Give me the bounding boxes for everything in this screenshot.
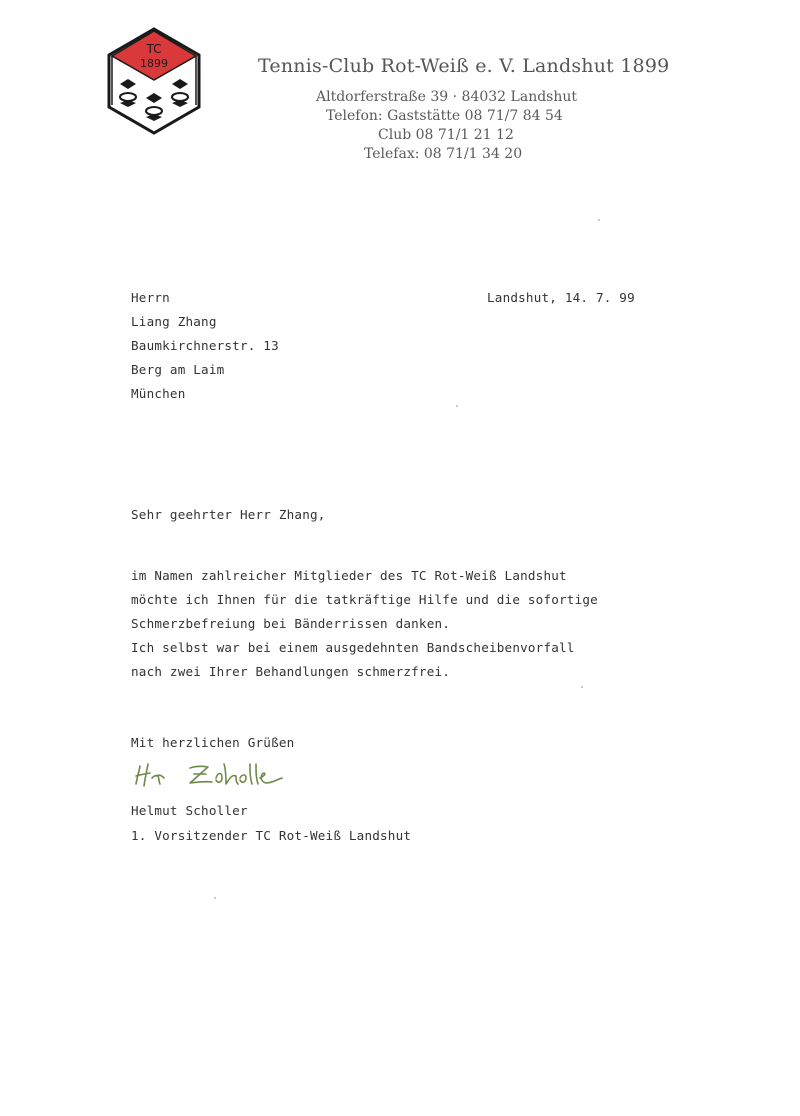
body-line: möchte ich Ihnen für die tatkräftige Hilfe und die sofortige (131, 592, 598, 607)
recipient-name: Liang Zhang (131, 314, 217, 329)
body-line: Schmerzbefreiung bei Bänderrissen danken. (131, 616, 451, 631)
body-line: Ich selbst war bei einem ausgedehnten Bandscheibenvorfall (131, 640, 575, 655)
scan-speck (214, 897, 216, 899)
club-name: Tennis-Club Rot-Weiß e. V. Landshut 1899 (258, 55, 670, 77)
scan-speck (581, 686, 583, 688)
scan-speck (456, 405, 458, 407)
recipient-district: Berg am Laim (131, 362, 225, 377)
signer-title: 1. Vorsitzender TC Rot-Weiß Landshut (131, 828, 412, 843)
logo-tc-text: TC (146, 42, 162, 56)
club-logo-icon (106, 27, 202, 135)
letter-date: Landshut, 14. 7. 99 (487, 290, 635, 305)
body-line: im Namen zahlreicher Mitglieder des TC Rot-Weiß Landshut (131, 568, 567, 583)
letter-closing: Mit herzlichen Grüßen (131, 735, 295, 750)
scan-speck (598, 219, 600, 221)
signer-name: Helmut Scholler (131, 803, 248, 818)
club-phone-club: Club 08 71/1 21 12 (378, 127, 514, 143)
club-address: Altdorferstraße 39 · 84032 Landshut (316, 89, 578, 105)
signature-icon (132, 756, 302, 794)
body-line: nach zwei Ihrer Behandlungen schmerzfrei. (131, 664, 451, 679)
letter-greeting: Sehr geehrter Herr Zhang, (131, 507, 326, 522)
recipient-salutation: Herrn (131, 290, 170, 305)
club-fax: Telefax: 08 71/1 34 20 (364, 146, 523, 162)
recipient-street: Baumkirchnerstr. 13 (131, 338, 279, 353)
club-phone-restaurant: Telefon: Gaststätte 08 71/7 84 54 (326, 108, 563, 124)
recipient-city: München (131, 386, 186, 401)
logo-year-text: 1899 (140, 57, 168, 70)
